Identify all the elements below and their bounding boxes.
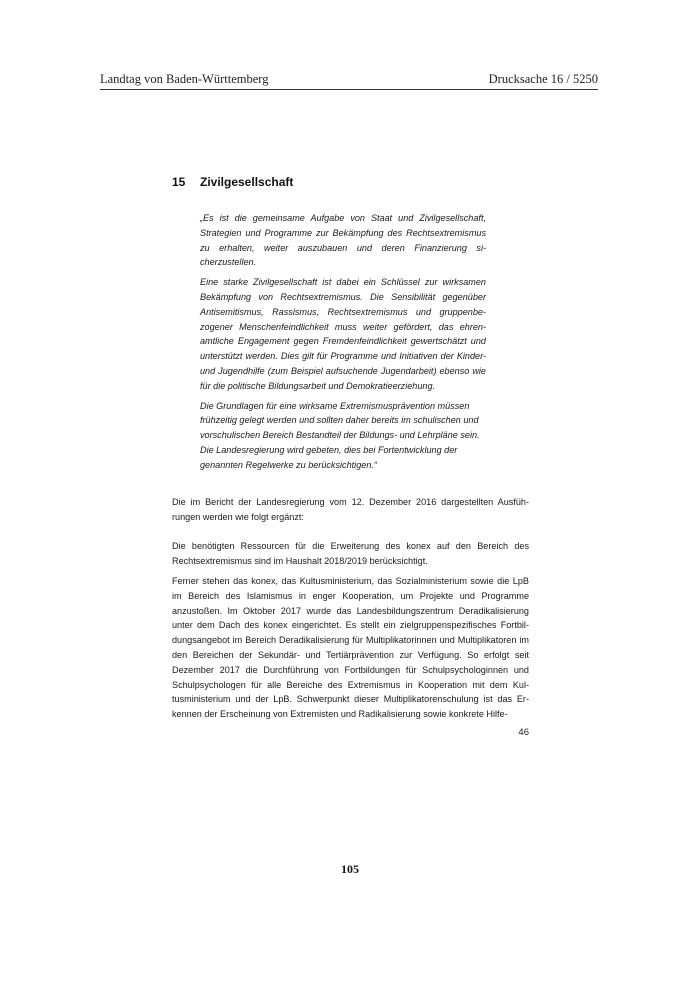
header-rule	[100, 89, 598, 90]
header-parliament-name: Landtag von Baden-Württemberg	[100, 72, 269, 86]
quote-paragraph: „Es ist die gemeinsame Aufgabe von Staat und Zivilgesellschaft, Strategien und Programme zur Bekämpfung des Rechtsextremismus zu erhalten, weiter auszubauen und deren Finanzierung sicherzustellen.	[200, 213, 486, 268]
section-number: 15	[172, 175, 186, 189]
body-ferner	[172, 574, 529, 722]
section-heading	[172, 175, 293, 189]
section-title: Zivilgesellschaft	[200, 175, 294, 189]
body-intro	[172, 495, 529, 525]
quote-paragraph: Eine starke Zivilgesellschaft ist dabei ein Schlüssel zur wirksamen Bekämpfung von Rechtsextremismus. Die Sensibilität gegenüber Antisemitismus, Rassismus, Rechtsextremismus und gruppenbezogener Menschenfeindlichkeit muss weiter gefördert, das ehrenamtliche Engagement gegen Fremdenfeindlichkeit gewertschätzt und unterstützt werden. Dies gilt für Programme und Initiativen der Kinder- und Jugendhilfe (zum Beispiel aufsuchende Jugendarbeit) ebenso wie für die politische Bildungsarbeit und Demokratieerziehung.	[200, 277, 486, 391]
header-document-number: Drucksache 16 / 5250	[488, 72, 598, 86]
body-resources-paragraph: Die benötigten Ressourcen für die Erweiterung des konex auf den Bereich des Rechtsextremismus sind im Haushalt 2018/2019 berücksichtigt.	[172, 541, 529, 566]
body-resources	[172, 539, 529, 569]
outer-page-number: 105	[341, 862, 359, 876]
inner-page-number: 46	[518, 727, 529, 738]
body-intro-paragraph: Die im Bericht der Landesregierung vom 12. Dezember 2016 dargestellten Ausführungen werden wie folgt ergänzt:	[172, 497, 529, 522]
body-ferner-paragraph: Ferner stehen das konex, das Kultusministerium, das Sozialministerium sowie die LpB im Bereich des Islamismus in enger Kooperation, um Projekte und Programme anzustoßen. Im Oktober 2017 wurde das Landesbildungszentrum Deradikalisierung unter dem Dach des konex eingerichtet. Es stellt ein zielgruppenspezifisches Fortbildungsangebot im Bereich Deradikalisierung für Multiplikatorinnen und Multiplikatoren im den Bereichen der Sekundär- und Tertiärprävention zur Verfügung. So erfolgt seit Dezember 2017 die Durchführung von Fortbildungen für Schulpsychologinnen und Schulpsychologen für alle Bereiche des Extremismus in Kooperation mit dem Kultusministerium und der LpB. Schwerpunkt dieser Multiplikatorenschulung ist das Erkennen der Erscheinung von Extremisten und Radikalisierung sowie konkrete Hilfe-	[172, 576, 529, 720]
quoted-resolution	[200, 211, 486, 473]
quote-paragraph: Die Grundlagen für eine wirksame Extremismusprävention müssen frühzeitig gelegt werden und sollten daher bereits im schulischen und vorschulischen Bereich Bestandteil der Bildungs- und Lehrpläne sein. Die Landesregierung wird gebeten, dies bei Fortentwicklung der genannten Regelwerke zu berücksichtigen.“	[200, 400, 480, 470]
